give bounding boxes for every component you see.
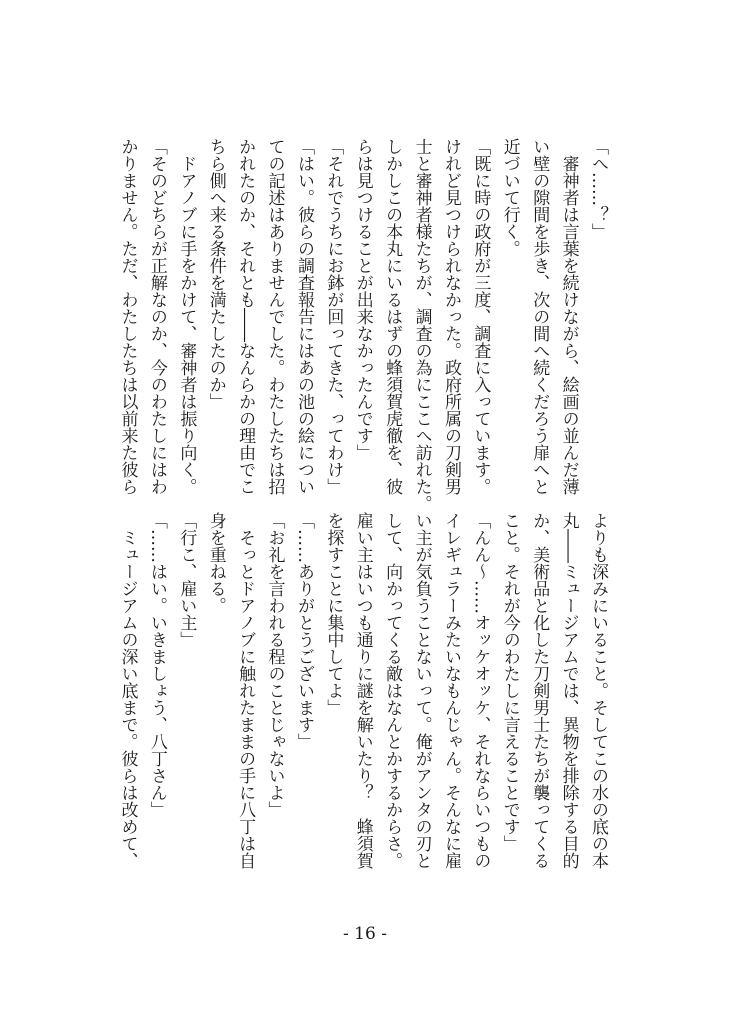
text-column: 「そのどちらが正解なのか、今のわたしにはわ — [146, 138, 167, 495]
text-column: イレギュラーみたいなもんじゃん。そんなに雇 — [440, 512, 461, 869]
text-column: ドアノブに手をかけて、審神者は振り向く。 — [176, 138, 197, 495]
text-column: 審神者は言葉を続けながら、絵画の並んだ薄 — [558, 138, 579, 495]
text-column: 「既に時の政府が三度、調査に入っています。 — [470, 138, 491, 495]
text-column: 「それでうちにお鉢が回ってきた、ってわけ」 — [323, 138, 344, 495]
text-column: ミュージアムの深い底まで。彼らは改めて、 — [117, 512, 138, 869]
text-column: か、美術品と化した刀剣男士たちが襲ってくる — [529, 512, 550, 869]
text-column: 近づいて行く。 — [499, 138, 520, 257]
text-column: 「へ……？」 — [588, 138, 608, 240]
text-column: かれたのか、それとも――なんらかの理由でこ — [235, 138, 256, 495]
text-column: ちら側へ来る条件を満たしたのか」 — [205, 138, 226, 410]
text-column: 「はい。彼らの調査報告にはあの池の絵につい — [293, 138, 314, 495]
text-column: 丸――ミュージアムでは、異物を排除する目的 — [558, 512, 579, 869]
text-column: しかしこの本丸にいるはずの蜂須賀虎徹を、彼 — [382, 138, 403, 495]
text-column: 「んん～……オッケオッケ、それならいつもの — [470, 512, 491, 869]
text-column: そっとドアノブに触れたままの手に八丁は自 — [235, 512, 256, 869]
text-column: 雇い主はいつも通りに謎を解いたり？ 蜂須賀 — [352, 512, 373, 869]
text-column: 「行こ、雇い主」 — [176, 512, 197, 648]
lower-text-block — [112, 512, 612, 882]
text-column: けれど見つけられなかった。政府所属の刀剣男 — [440, 138, 461, 495]
text-column: 身を重ねる。 — [205, 512, 226, 614]
text-column: 「お礼を言われる程のことじゃないよ」 — [264, 512, 285, 818]
text-column: こと。それが今のわたしに言えることです」 — [499, 512, 520, 852]
text-column: かりません。ただ、わたしたちは以前来た彼ら — [117, 138, 138, 495]
text-column: い主が気負うことないって。俺がアンタの刃と — [411, 512, 432, 869]
text-column: らは見つけることが出来なかったんです」 — [352, 138, 373, 461]
text-column: して、向かってくる敵はなんとかするからさ。 — [382, 512, 403, 869]
text-column: を探すことに集中してよ」 — [323, 512, 344, 716]
text-column: い壁の隙間を歩き、次の間へ続くだろう扉へと — [529, 138, 550, 495]
text-column: 「……はい。いきましょう、八丁さん」 — [146, 512, 167, 818]
text-column: ての記述はありませんでした。わたしたちは招 — [264, 138, 285, 495]
page-number: - 16 - — [343, 924, 387, 944]
text-column: 士と審神者様たちが、調査の為にここへ訪れた。 — [411, 138, 432, 512]
text-column: 「……ありがとうございます」 — [293, 512, 314, 750]
upper-text-block — [112, 138, 612, 512]
text-column: よりも深みにいること。そしてこの水の底の本 — [588, 512, 608, 869]
